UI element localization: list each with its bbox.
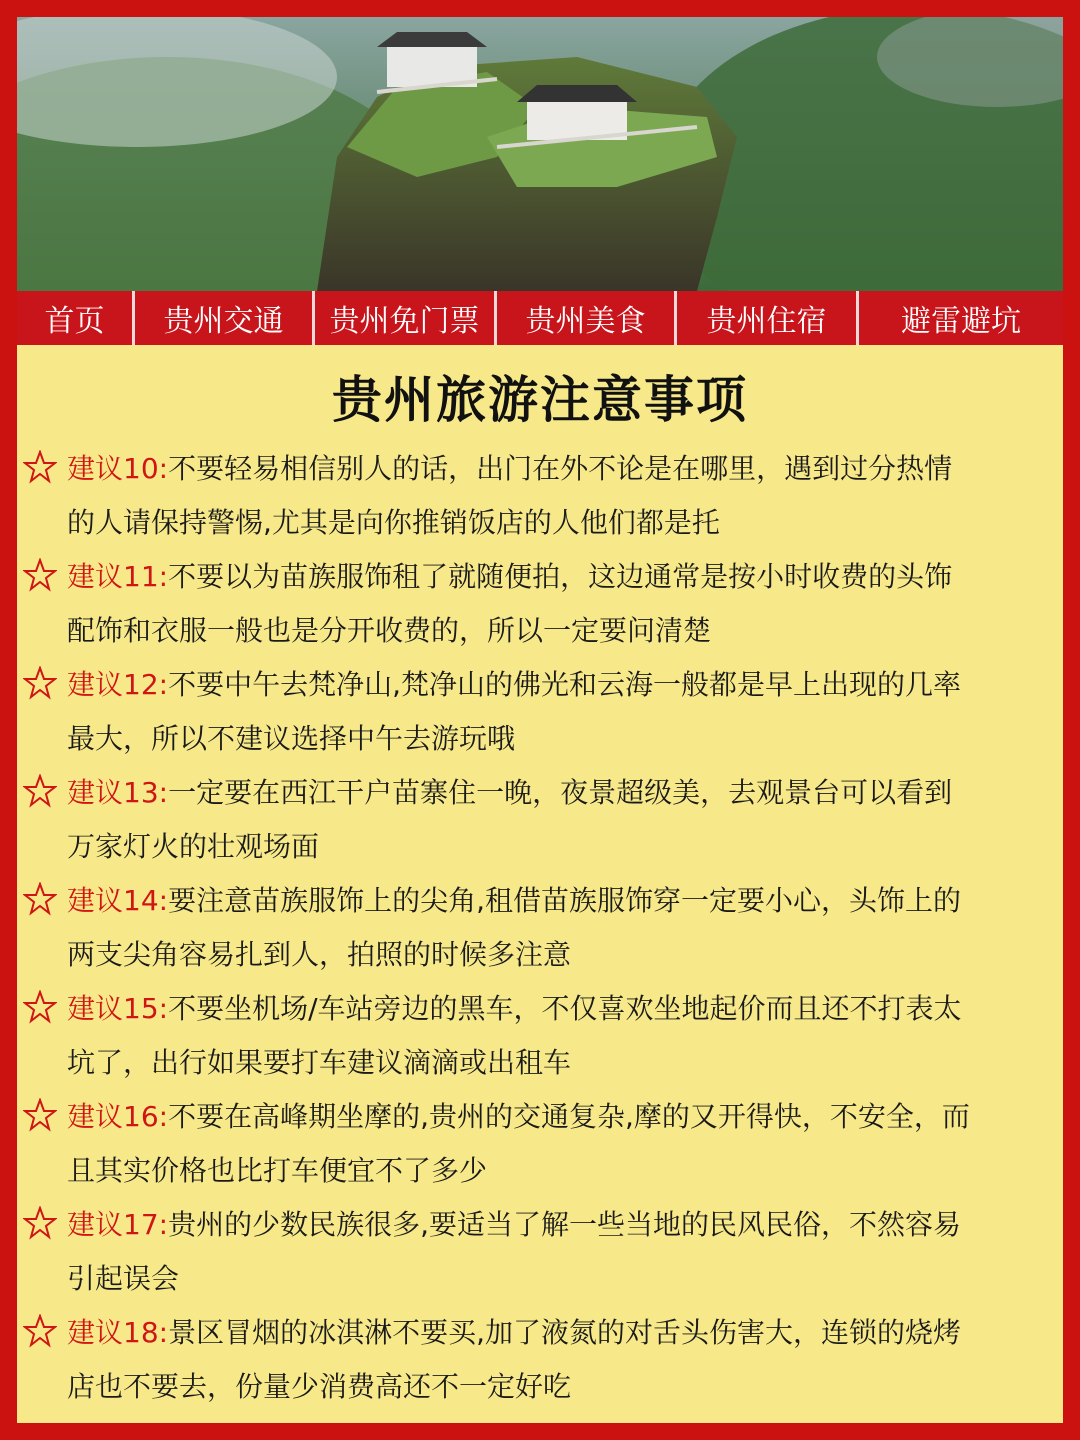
star-icon bbox=[23, 450, 57, 484]
nav-item-home[interactable]: 首页 bbox=[17, 291, 135, 345]
page-title: 贵州旅游注意事项 bbox=[332, 371, 748, 429]
tip-line-2: 且其实价格也比打车便宜不了多少 bbox=[67, 1154, 488, 1187]
tip-line-2: 的人请保持警惕,尤其是向你推销饭店的人他们都是托 bbox=[67, 506, 720, 539]
tip-text: 不要以为苗族服饰租了就随便拍，这边通常是按小时收费的头饰 bbox=[168, 560, 953, 593]
tip-text: 一定要在西江干户苗寨住一晚，夜景超级美，去观景台可以看到 bbox=[168, 776, 953, 809]
tip-key: 建议13: bbox=[67, 776, 169, 809]
nav-item-avoid-pitfalls[interactable]: 避雷避坑 bbox=[901, 304, 1021, 339]
star-icon bbox=[23, 882, 57, 916]
star-icon bbox=[23, 774, 57, 808]
tip-item bbox=[17, 550, 1063, 658]
tip-key: 建议10: bbox=[67, 452, 169, 485]
tip-item bbox=[17, 658, 1063, 766]
star-icon bbox=[23, 666, 57, 700]
star-icon bbox=[23, 1314, 57, 1348]
tip-key: 建议18: bbox=[67, 1316, 169, 1349]
tip-line-1 bbox=[67, 982, 1043, 1036]
star-icon bbox=[23, 558, 57, 592]
hero-mountain-photo bbox=[17, 17, 1063, 291]
tip-text: 不要轻易相信别人的话，出门在外不论是在哪里，遇到过分热情 bbox=[168, 452, 953, 485]
tip-key: 建议11: bbox=[67, 560, 169, 593]
tip-text: 要注意苗族服饰上的尖角,租借苗族服饰穿一定要小心，头饰上的 bbox=[168, 884, 961, 917]
tips-list bbox=[17, 442, 1063, 1414]
tip-line-1 bbox=[67, 1306, 1043, 1360]
tip-item bbox=[17, 982, 1063, 1090]
tip-text: 不要中午去梵净山,梵净山的佛光和云海一般都是早上出现的几率 bbox=[168, 668, 961, 701]
nav-item-transport[interactable]: 贵州交通 bbox=[135, 291, 315, 345]
tip-key: 建议16: bbox=[67, 1100, 169, 1133]
tip-text: 不要在高峰期坐摩的,贵州的交通复杂,摩的又开得快，不安全，而 bbox=[168, 1100, 970, 1133]
tip-line-1 bbox=[67, 658, 1043, 712]
tip-key: 建议12: bbox=[67, 668, 169, 701]
tip-key: 建议17: bbox=[67, 1208, 169, 1241]
tip-item bbox=[17, 442, 1063, 550]
tip-line-1 bbox=[67, 1198, 1043, 1252]
star-icon bbox=[23, 1206, 57, 1240]
poster-frame bbox=[17, 17, 1063, 1423]
tip-line-2: 万家灯火的壮观场面 bbox=[67, 830, 320, 863]
star-icon bbox=[23, 1098, 57, 1132]
tip-line-1 bbox=[67, 874, 1043, 928]
tip-line-1 bbox=[67, 1090, 1043, 1144]
tip-item bbox=[17, 1198, 1063, 1306]
tip-text: 不要坐机场/车站旁边的黑车，不仅喜欢坐地起价而且还不打表太 bbox=[168, 992, 962, 1025]
tip-key: 建议15: bbox=[67, 992, 169, 1025]
tip-line-2: 坑了，出行如果要打车建议滴滴或出租车 bbox=[67, 1046, 572, 1079]
tip-line-2: 两支尖角容易扎到人，拍照的时候多注意 bbox=[67, 938, 572, 971]
star-icon bbox=[23, 990, 57, 1024]
tip-line-2: 配饰和衣服一般也是分开收费的，所以一定要问清楚 bbox=[67, 614, 712, 647]
tip-text: 贵州的少数民族很多,要适当了解一些当地的民风民俗，不然容易 bbox=[168, 1208, 961, 1241]
tip-key: 建议14: bbox=[67, 884, 169, 917]
tip-line-1 bbox=[67, 442, 1043, 496]
tip-item bbox=[17, 766, 1063, 874]
category-nav-bar bbox=[17, 291, 1063, 345]
tip-line-1 bbox=[67, 766, 1043, 820]
tip-item bbox=[17, 1090, 1063, 1198]
tip-line-2: 店也不要去，份量少消费高还不一定好吃 bbox=[67, 1370, 572, 1403]
tip-line-1 bbox=[67, 550, 1043, 604]
nav-item-lodging[interactable]: 贵州住宿 bbox=[677, 291, 859, 345]
tip-line-2: 引起误会 bbox=[67, 1262, 180, 1295]
tip-item bbox=[17, 1306, 1063, 1414]
nav-item-food[interactable]: 贵州美食 bbox=[497, 291, 677, 345]
tip-item bbox=[17, 874, 1063, 982]
tip-text: 景区冒烟的冰淇淋不要买,加了液氮的对舌头伤害大，连锁的烧烤 bbox=[168, 1316, 961, 1349]
nav-item-free-tickets[interactable]: 贵州免门票 bbox=[315, 291, 497, 345]
tip-line-2: 最大，所以不建议选择中午去游玩哦 bbox=[67, 722, 516, 755]
